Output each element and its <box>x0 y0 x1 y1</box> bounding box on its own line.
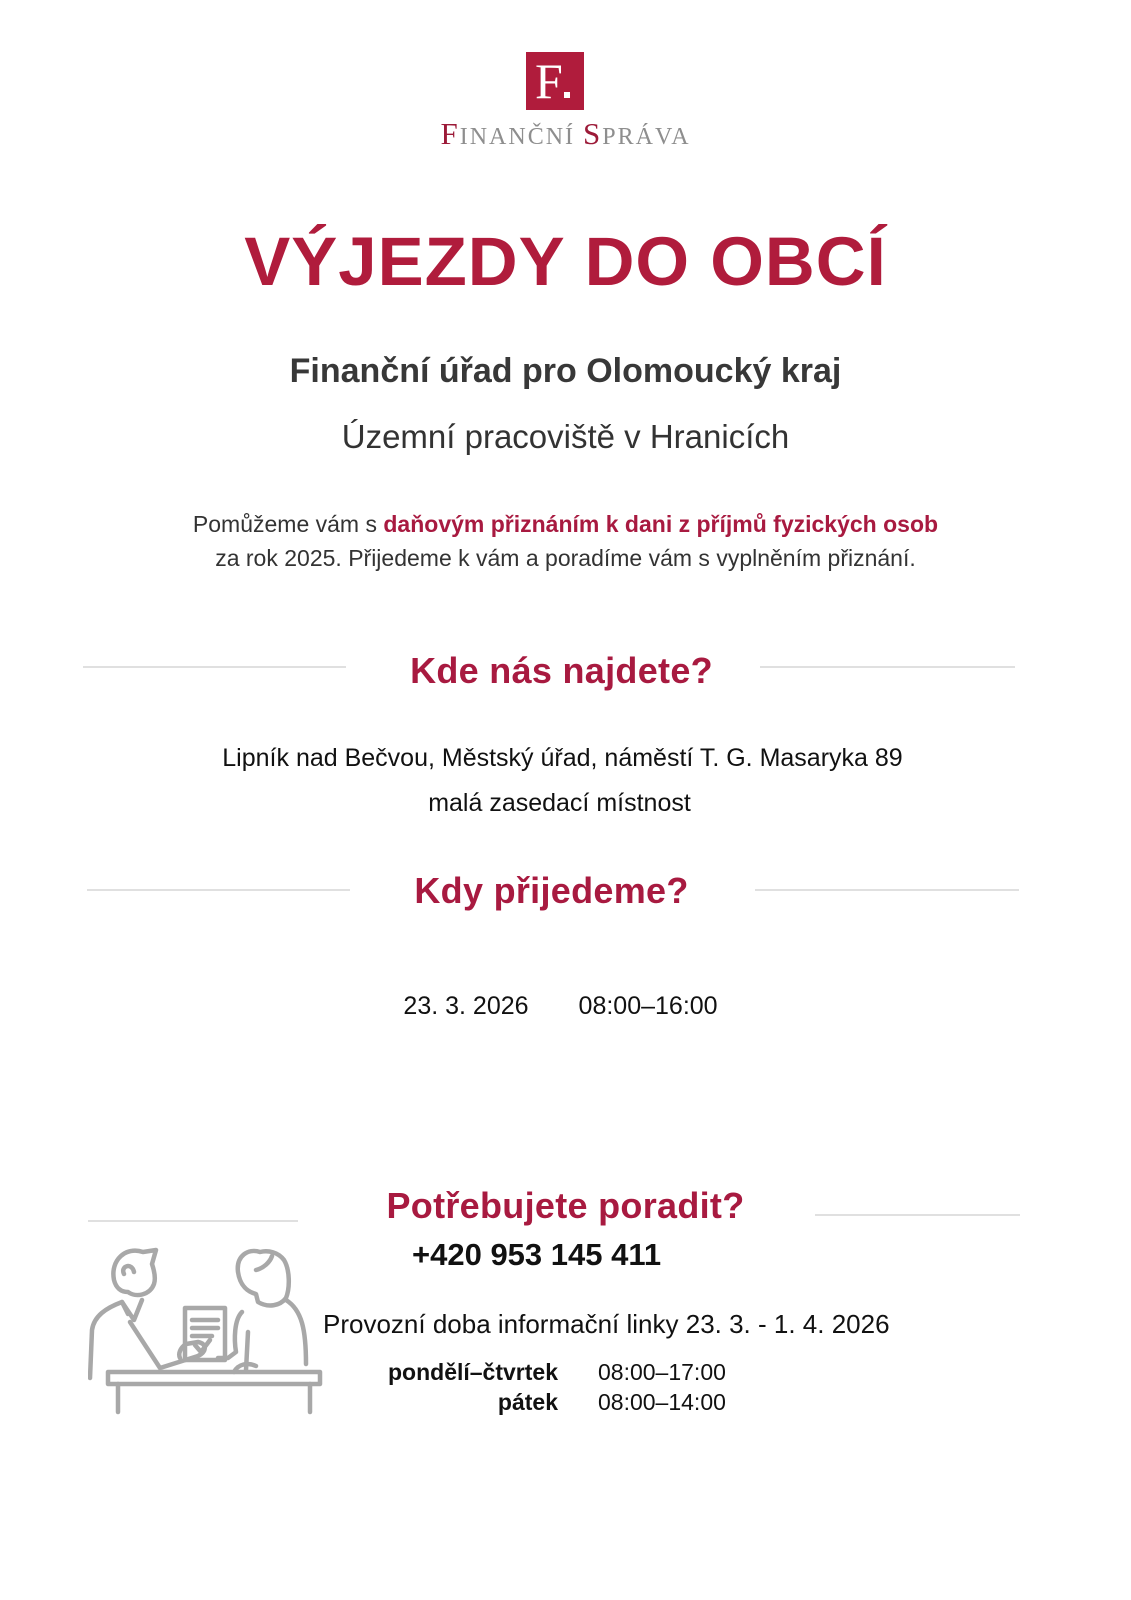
hours-row <box>350 1387 726 1417</box>
logo-initial-s: S <box>583 116 603 151</box>
logo-wordmark <box>0 116 1131 152</box>
where-address: Lipník nad Bečvou, Městský úřad, náměstí T. G. Masaryka 89 <box>222 744 903 772</box>
when-row <box>0 992 1126 1021</box>
where-heading: Kde nás najdete? <box>410 650 713 691</box>
hours-row <box>350 1357 726 1387</box>
when-date: 23. 3. 2026 <box>403 992 529 1020</box>
branch-name: Územní pracoviště v Hranicích <box>341 418 790 455</box>
intro-text <box>0 507 1131 575</box>
hours-day: pondělí–čtvrtek <box>388 1359 558 1385</box>
hours-table <box>350 1357 726 1417</box>
consultation-illustration-icon <box>88 1240 328 1415</box>
logo-mark <box>526 52 584 110</box>
intro-prefix: Pomůžeme vám s <box>192 511 384 537</box>
logo-initial-f: F <box>440 116 460 151</box>
when-heading: Kdy přijedeme? <box>414 870 689 911</box>
hours-day: pátek <box>497 1389 558 1415</box>
intro-line2: za rok 2025. Přijedeme k vám a poradíme vám s vyplněním přiznání. <box>215 545 916 571</box>
logo-part: INANČNÍ <box>459 124 584 150</box>
hours-title: Provozní doba informační linky 23. 3. - 1. 4. 2026 <box>323 1309 890 1339</box>
page-title: VÝJEZDY DO OBCÍ <box>244 223 887 300</box>
hours-time: 08:00–17:00 <box>598 1359 726 1385</box>
logo-dot <box>564 92 570 98</box>
when-time: 08:00–16:00 <box>578 992 718 1020</box>
where-room: malá zasedací místnost <box>428 789 691 817</box>
hours-time: 08:00–14:00 <box>598 1389 726 1415</box>
help-heading: Potřebujete poradit? <box>386 1185 745 1226</box>
logo-letter: F <box>535 53 563 109</box>
help-phone[interactable]: +420 953 145 411 <box>412 1237 662 1272</box>
logo-part: PRÁVA <box>602 124 691 150</box>
intro-highlight: daňovým přiznáním k dani z příjmů fyzických osob <box>383 511 939 537</box>
office-name: Finanční úřad pro Olomoucký kraj <box>289 352 842 390</box>
